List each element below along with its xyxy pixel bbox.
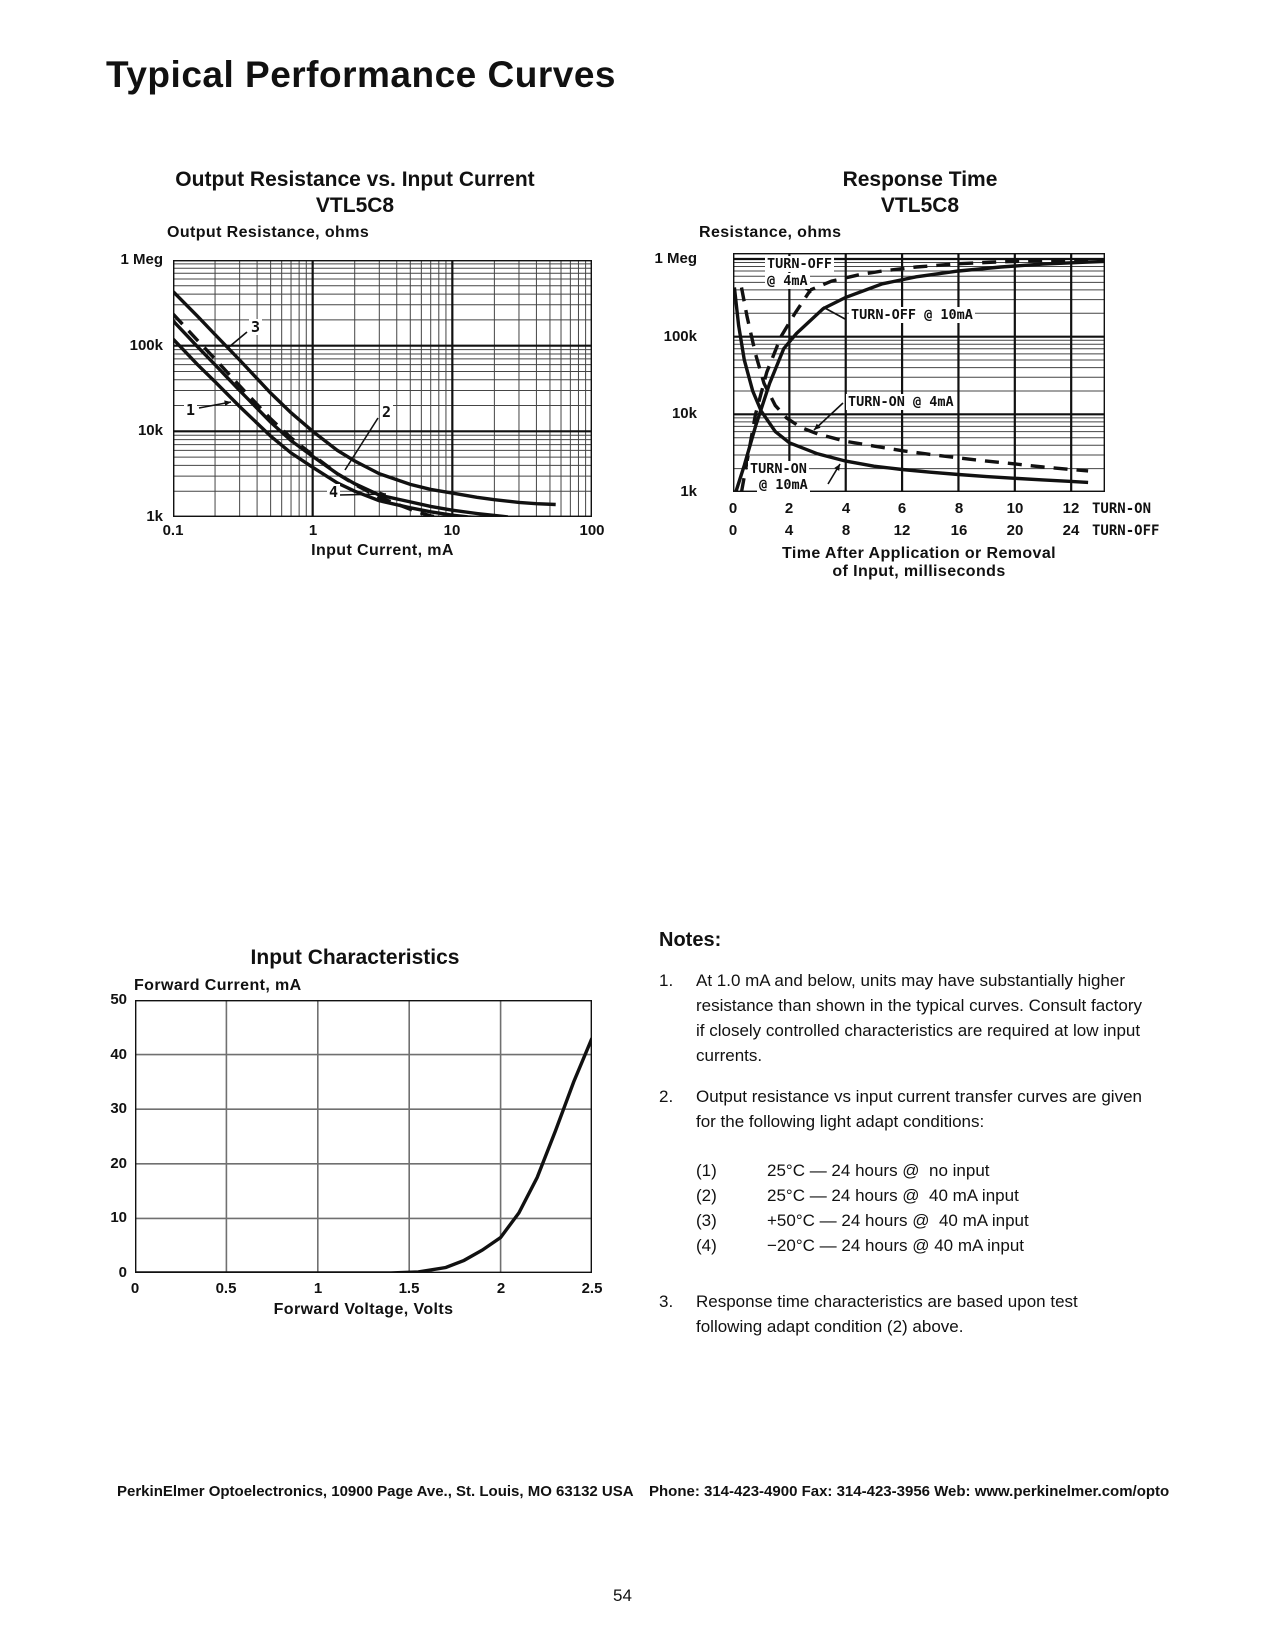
chart3-y-tick: 40 [110,1046,127,1063]
chart2-x-tick-on: 0 [728,500,738,517]
adapt-condition [696,1233,1145,1258]
note-text: Output resistance vs input current transfer curves are given for the following light adapt conditions: [696,1087,1142,1131]
chart2-x-tick-off: 4 [784,522,794,539]
chart1-y-tick: 10k [137,422,163,439]
chart3-y-tick: 0 [118,1264,127,1281]
chart2-label-turnon10-line1: TURN-ON [750,461,807,477]
chart2-x-tick-on: 8 [954,500,964,517]
chart3-y-tick: 30 [110,1100,127,1117]
chart2-x-axis-title-line2: of Input, milliseconds [832,563,1006,580]
footer-address: PerkinElmer Optoelectronics, 10900 Page Ave., St. Louis, MO 63132 USA [117,1483,634,1500]
chart3-x-axis-title: Forward Voltage, Volts [273,1301,454,1318]
chart1-plot [173,260,592,517]
notes-heading: Notes: [659,929,722,951]
condition-text: 25°C — 24 hours @ no input [767,1161,990,1180]
chart1-title-block [115,167,595,219]
page-number: 54 [613,1586,632,1605]
chart2-y-tick: 1 Meg [654,250,697,267]
chart1-x-tick: 100 [579,522,605,539]
condition-text: +50°C — 24 hours @ 40 mA input [767,1211,1029,1230]
chart2-x-row-label-turnon: TURN-ON [1092,501,1152,517]
note-number: 1. [659,971,674,990]
chart2-title-block [680,167,1160,219]
chart2-x-tick-off: 24 [1062,522,1080,539]
chart2-x-tick-on: 12 [1062,500,1080,517]
chart2-subtitle: VTL5C8 [880,194,960,217]
chart3-plot [135,1000,592,1273]
adapt-conditions-list [696,1158,1145,1258]
condition-number: (2) [696,1186,717,1205]
note-number: 2. [659,1087,674,1106]
chart2-label-turnoff4-line2: @ 4mA [767,273,808,289]
chart3-x-tick: 1 [313,1280,323,1297]
chart1-y-axis-title: Output Resistance, ohms [167,224,370,241]
adapt-condition [696,1183,1145,1208]
chart1-curve-label-3: 3 [251,318,261,336]
chart1-x-tick: 0.1 [162,522,184,539]
footer-contact: Phone: 314-423-4900 Fax: 314-423-3956 Web: www.perkinelmer.com/opto [649,1483,1170,1500]
chart1-y-tick: 1k [146,508,163,525]
note-number: 3. [659,1292,674,1311]
chart1-x-axis-title: Input Current, mA [311,542,454,559]
condition-number: (4) [696,1236,717,1255]
adapt-condition [696,1208,1145,1233]
note-text: Response time characteristics are based upon test following adapt condition (2) above. [696,1292,1078,1336]
chart2-x-tick-on: 6 [897,500,907,517]
chart3-y-axis-title: Forward Current, mA [134,977,302,994]
chart2-label-turnoff4-line1: TURN-OFF [767,256,833,272]
chart2-label-turnoff10: TURN-OFF @ 10mA [851,307,973,323]
chart1-x-tick: 1 [308,522,318,539]
chart3-x-tick: 0.5 [215,1280,237,1297]
adapt-condition [696,1158,1145,1183]
condition-text: −20°C — 24 hours @ 40 mA input [767,1236,1025,1255]
chart2-y-tick: 10k [671,405,697,422]
condition-text: 25°C — 24 hours @ 40 mA input [767,1186,1019,1205]
note-item [659,1084,1145,1134]
chart2-x-tick-off: 8 [841,522,851,539]
chart2-label-turnon4: TURN-ON @ 4mA [848,394,954,410]
chart2-x-tick-off: 12 [893,522,911,539]
chart3-x-tick: 1.5 [398,1280,420,1297]
chart3-title: Input Characteristics [250,946,460,969]
condition-number: (3) [696,1211,717,1230]
chart3-y-tick: 10 [110,1209,127,1226]
chart1-subtitle: VTL5C8 [315,194,395,217]
notes-section [659,928,1145,1339]
chart2-x-tick-off: 16 [950,522,968,539]
chart2-x-tick-off: 0 [728,522,738,539]
chart2-x-tick-off: 20 [1006,522,1024,539]
chart2-label-turnon10-line2: @ 10mA [759,477,808,493]
note-text: At 1.0 mA and below, units may have substantially higher resistance than shown in the typical curves. Consult factory if closely controlled characteristics are required at low input currents. [696,971,1142,1065]
chart1-title: Output Resistance vs. Input Current [175,168,535,191]
chart2-y-axis-title: Resistance, ohms [699,224,842,241]
chart2-y-tick: 100k [663,328,697,345]
chart1-curve-label-4: 4 [329,483,339,501]
chart2-title: Response Time [842,168,998,191]
note-item [659,1289,1145,1339]
chart3-y-tick: 20 [110,1155,127,1172]
chart3-y-tick: 50 [110,991,127,1008]
page-title: Typical Performance Curves [106,54,616,95]
chart1-y-tick: 100k [129,337,163,354]
chart1-y-tick: 1 Meg [120,251,163,268]
chart1-curve-label-1: 1 [186,401,196,419]
chart1-curve-label-2: 2 [382,403,392,421]
chart2-x-tick-on: 4 [841,500,851,517]
chart2-y-tick: 1k [680,483,697,500]
chart1-x-tick: 10 [443,522,461,539]
chart2-x-tick-on: 10 [1006,500,1024,517]
chart3-x-tick: 2 [496,1280,506,1297]
condition-number: (1) [696,1161,717,1180]
chart2-x-row-label-turnoff: TURN-OFF [1092,523,1160,539]
chart3-x-tick: 2.5 [581,1280,603,1297]
chart2-x-tick-on: 2 [784,500,794,517]
note-item [659,968,1145,1068]
chart3-x-tick: 0 [130,1280,140,1297]
chart2-x-axis-title-line1: Time After Application or Removal [782,545,1056,562]
